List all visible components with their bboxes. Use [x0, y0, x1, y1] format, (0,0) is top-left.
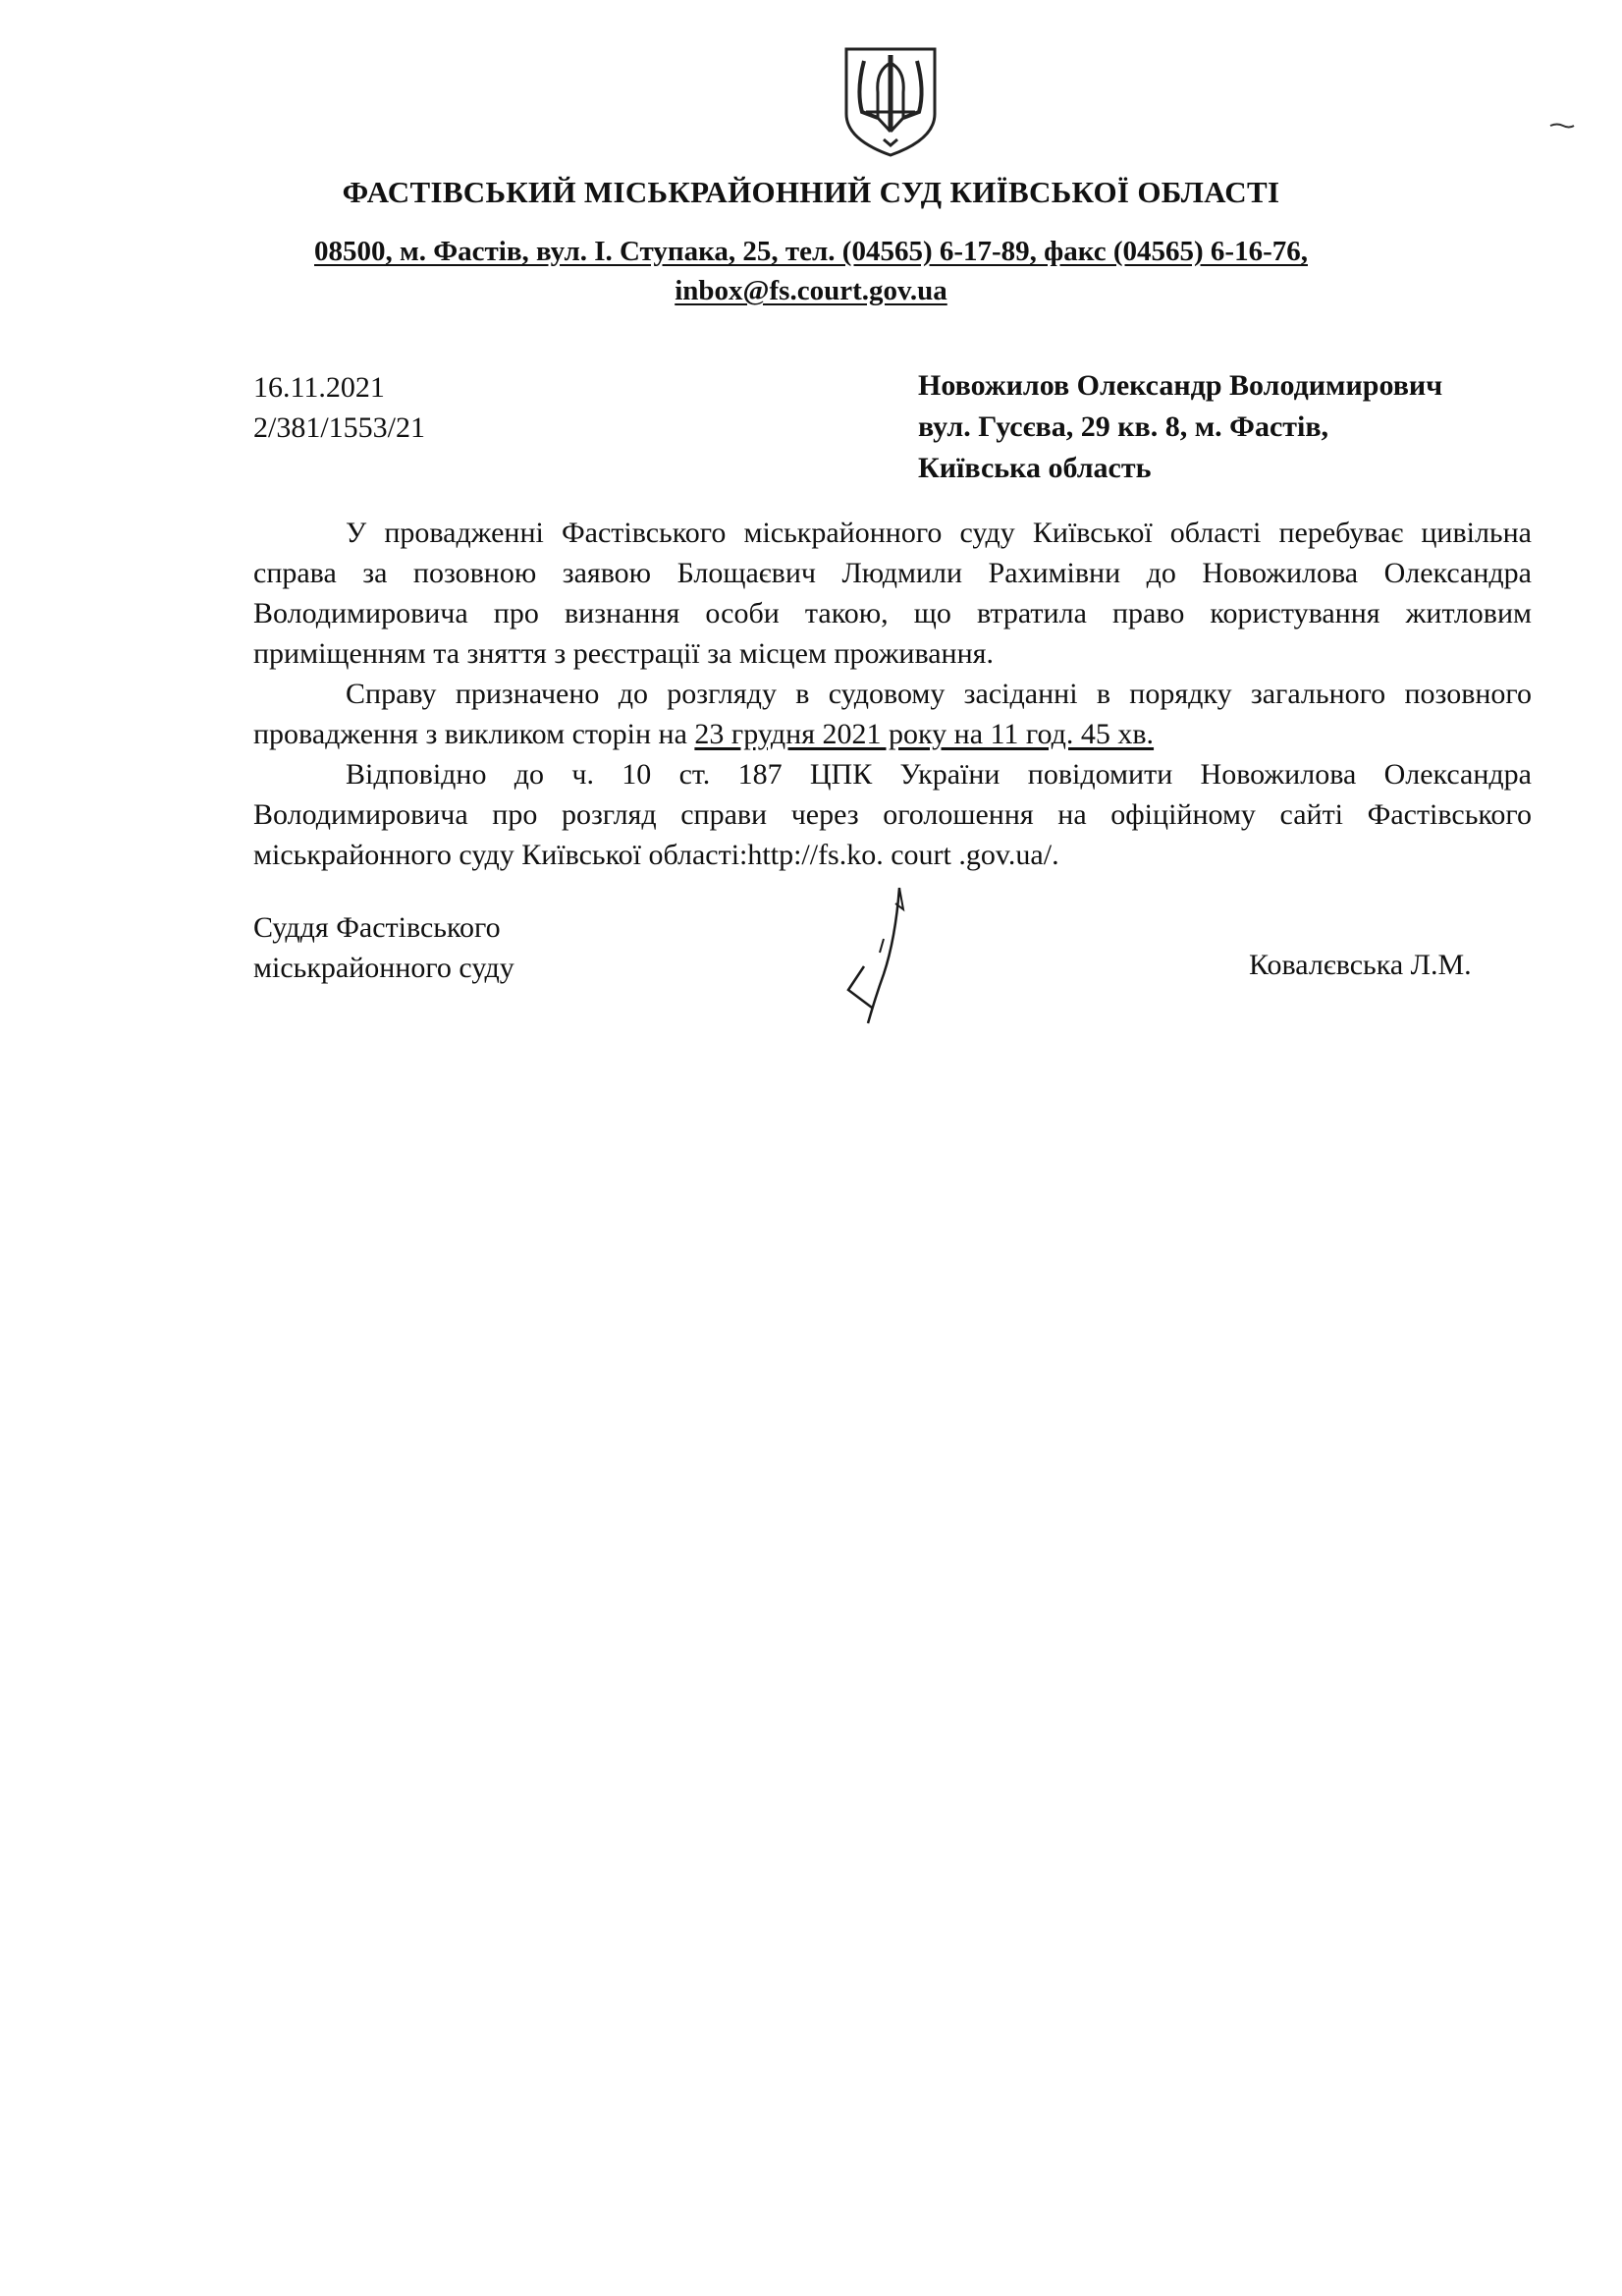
hearing-date: 23 грудня 2021 року на 11 год. 45 хв. [694, 718, 1155, 750]
recipient-street: вул. Гусєва, 29 кв. 8, м. Фастів, [918, 410, 1329, 443]
recipient-region: Київська область [918, 452, 1152, 484]
body-paragraph [253, 674, 1532, 754]
judge-title-line: Суддя Фастівського [253, 911, 501, 944]
scan-mark [1549, 122, 1575, 130]
letter-body [253, 513, 1532, 875]
judge-title [253, 907, 514, 988]
case-number: 2/381/1553/21 [253, 411, 426, 444]
trident-emblem-icon [837, 41, 945, 159]
email-address: inbox@fs.court.gov.ua [675, 275, 947, 306]
hearing-notice-text: Справу призначено до розгляду в судовому засіданні в порядку загального позовного провадження з викликом сторін на [253, 678, 1532, 750]
document-meta [253, 367, 425, 448]
judge-title-line: міськрайонного суду [253, 952, 514, 984]
body-paragraph: У провадженні Фастівського міськрайонного суду Київської області перебуває цивільна справа за позовною заявою Блощаєвич Людмили Рахимівни до Новожилова Олександра Володимировича про визнання особи такою, що втратила право користування житловим приміщенням та зняття з реєстрації за місцем проживання. [253, 517, 1532, 670]
address-line: 08500, м. Фастів, вул. І. Ступака, 25, тел. (04565) 6-17-89, факс (04565) 6-16-76, [314, 236, 1308, 267]
body-paragraph: Відповідно до ч. 10 ст. 187 ЦПК України повідомити Новожилова Олександра Володимировича про розгляд справи через оголошення на офіційному сайті Фастівського міськрайонного суду Київської області:http://fs.ko. court .gov.ua/. [253, 758, 1532, 871]
court-address [0, 232, 1622, 310]
recipient-name: Новожилов Олександр Володимирович [918, 369, 1443, 402]
court-name-heading: ФАСТІВСЬКИЙ МІСЬКРАЙОННИЙ СУД КИЇВСЬКОЇ ОБЛАСТІ [342, 175, 1280, 209]
judge-name: Ковалєвська Л.М. [1249, 949, 1472, 981]
document-date: 16.11.2021 [253, 371, 385, 404]
handwritten-signature [815, 880, 923, 1027]
recipient-block [918, 365, 1442, 489]
